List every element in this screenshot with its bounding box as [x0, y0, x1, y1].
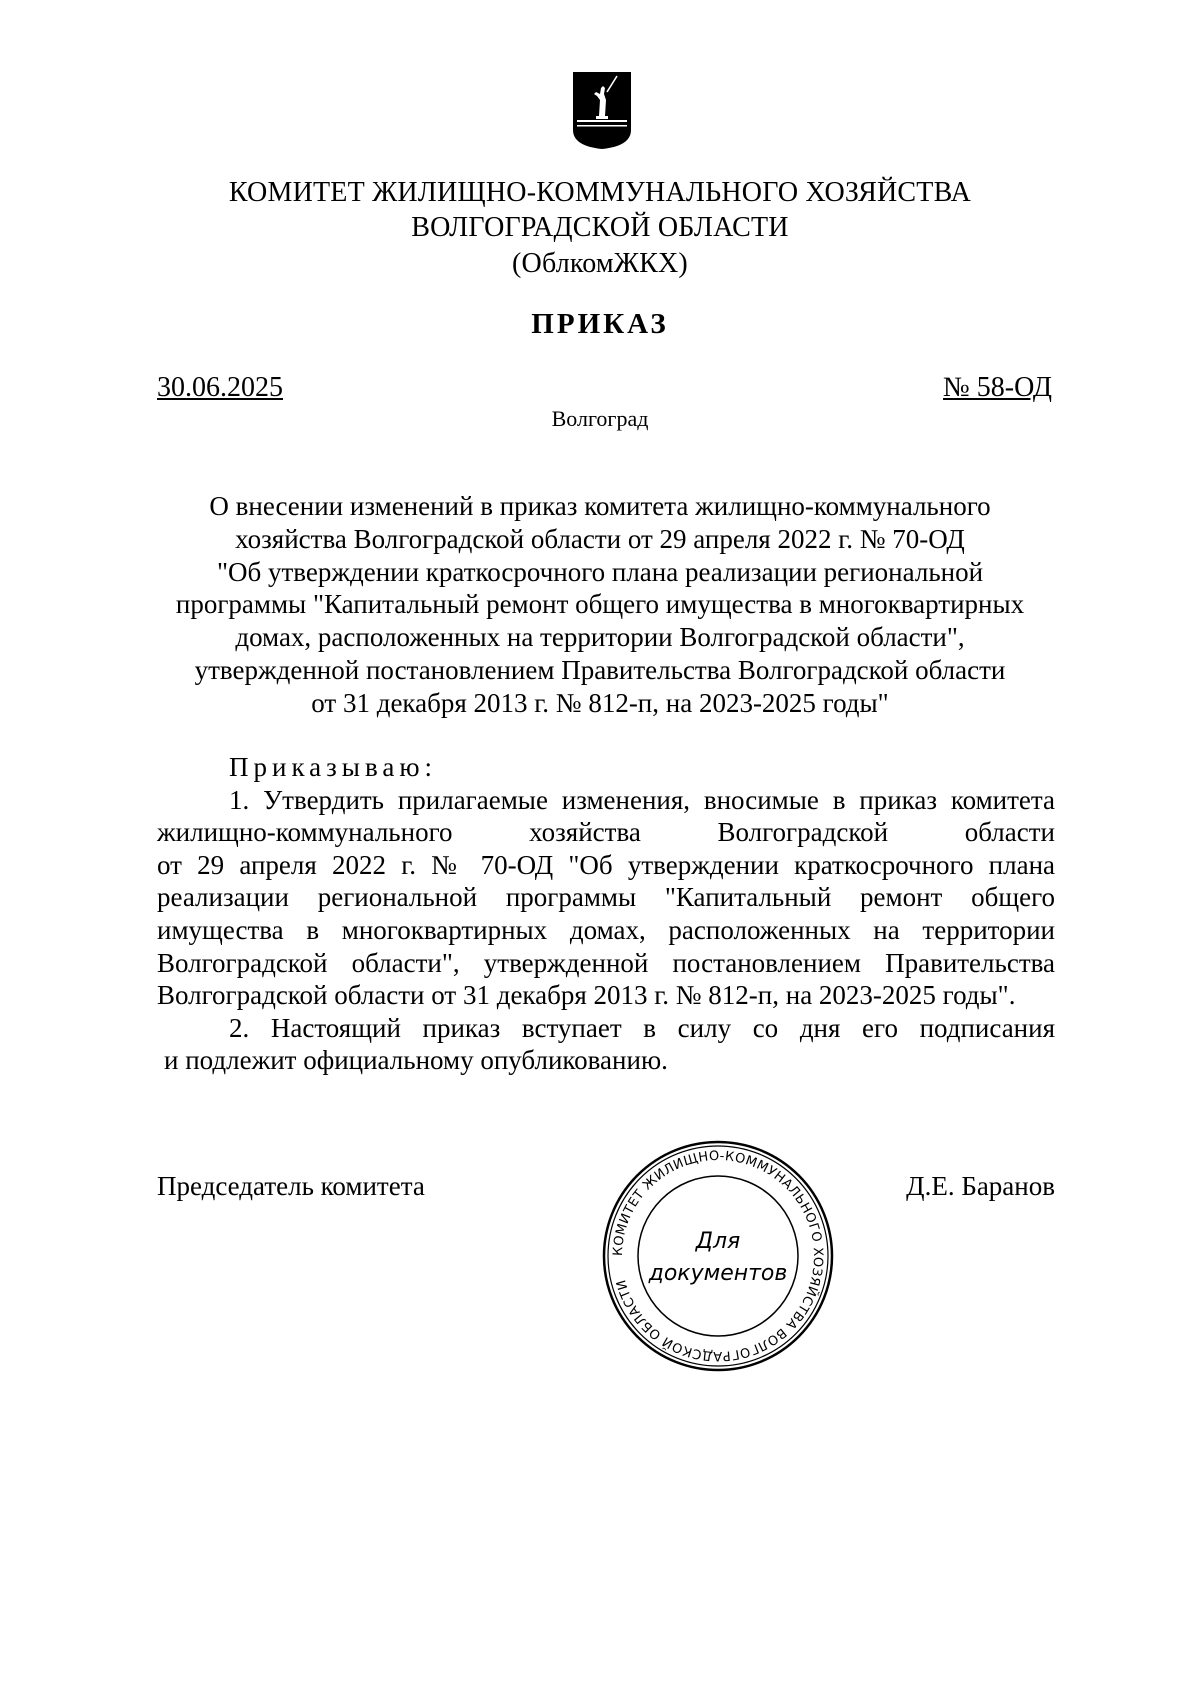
- item1-line: Волгоградской области от 31 декабря 2013 г. № 812-п, на 2023-2025 годы".: [157, 980, 1016, 1011]
- subject-line: домах, расположенных на территории Волгоградской области",: [235, 622, 965, 653]
- organization-abbreviation: (ОблкомЖКХ): [512, 248, 688, 279]
- subject-line: от 31 декабря 2013 г. № 812-п, на 2023-2025 годы": [311, 687, 889, 718]
- subject-line: "Об утверждении краткосрочного плана реализации региональной: [216, 556, 984, 587]
- item1-line: Волгоградской области", утвержденной постановлением Правительства: [157, 947, 1055, 978]
- item1-line: 1. Утвердить прилагаемые изменения, вносимые в приказ комитета: [229, 784, 1055, 815]
- subject-line: утвержденной постановлением Правительства Волгоградской области: [194, 654, 1006, 685]
- document-body: [157, 751, 1055, 1077]
- document-subject: [150, 490, 1050, 720]
- item1-line: имущества в многоквартирных домах, расположенных на территории: [157, 914, 1055, 945]
- signer-name: Д.Е. Баранов: [906, 1171, 1055, 1201]
- item2-line: 2. Настоящий приказ вступает в силу со дня его подписания: [229, 1012, 1055, 1043]
- stamp-ring-text: КОМИТЕТ ЖИЛИЩНО-КОММУНАЛЬНОГО ХОЗЯЙСТВА ВОЛГОГРАДСКОЙ ОБЛАСТИ: [610, 1148, 826, 1364]
- svg-text:КОМИТЕТ ЖИЛИЩНО-КОММУНАЛЬНОГО: [611, 1149, 825, 1363]
- document-number: № 58-ОД: [943, 372, 1052, 403]
- subject-line: О внесении изменений в приказ комитета жилищно-коммунального: [209, 491, 991, 521]
- organization-name-line2: ВОЛГОГРАДСКОЙ ОБЛАСТИ: [411, 212, 789, 243]
- document-date: 30.06.2025: [157, 372, 283, 403]
- subject-line: хозяйства Волгоградской области от 29 апреля 2022 г. № 70-ОД: [235, 523, 965, 554]
- item1-line: от 29 апреля 2022 г. № 70-ОД "Об утверждении краткосрочного плана: [157, 849, 1055, 880]
- order-word: Приказываю:: [229, 752, 437, 782]
- item2-line: и подлежит официальному опубликованию.: [164, 1045, 668, 1076]
- document-type: ПРИКАЗ: [531, 308, 669, 340]
- organization-name-line1: КОМИТЕТ ЖИЛИЩНО-КОММУНАЛЬНОГО ХОЗЯЙСТВА: [228, 177, 972, 208]
- stamp-center-line2: документов: [648, 1261, 788, 1286]
- item1-line: реализации региональной программы "Капитальный ремонт общего: [157, 882, 1055, 913]
- item1-line: жилищно-коммунального хозяйства Волгоградской области: [157, 817, 1055, 848]
- official-stamp: [600, 1138, 836, 1374]
- document-city: Волгоград: [551, 406, 649, 431]
- subject-line: программы "Капитальный ремонт общего имущества в многоквартирных: [175, 589, 1025, 620]
- signer-title: Председатель комитета: [157, 1171, 425, 1201]
- coat-of-arms-icon: [571, 70, 633, 150]
- stamp-center-line1: Для: [695, 1229, 741, 1254]
